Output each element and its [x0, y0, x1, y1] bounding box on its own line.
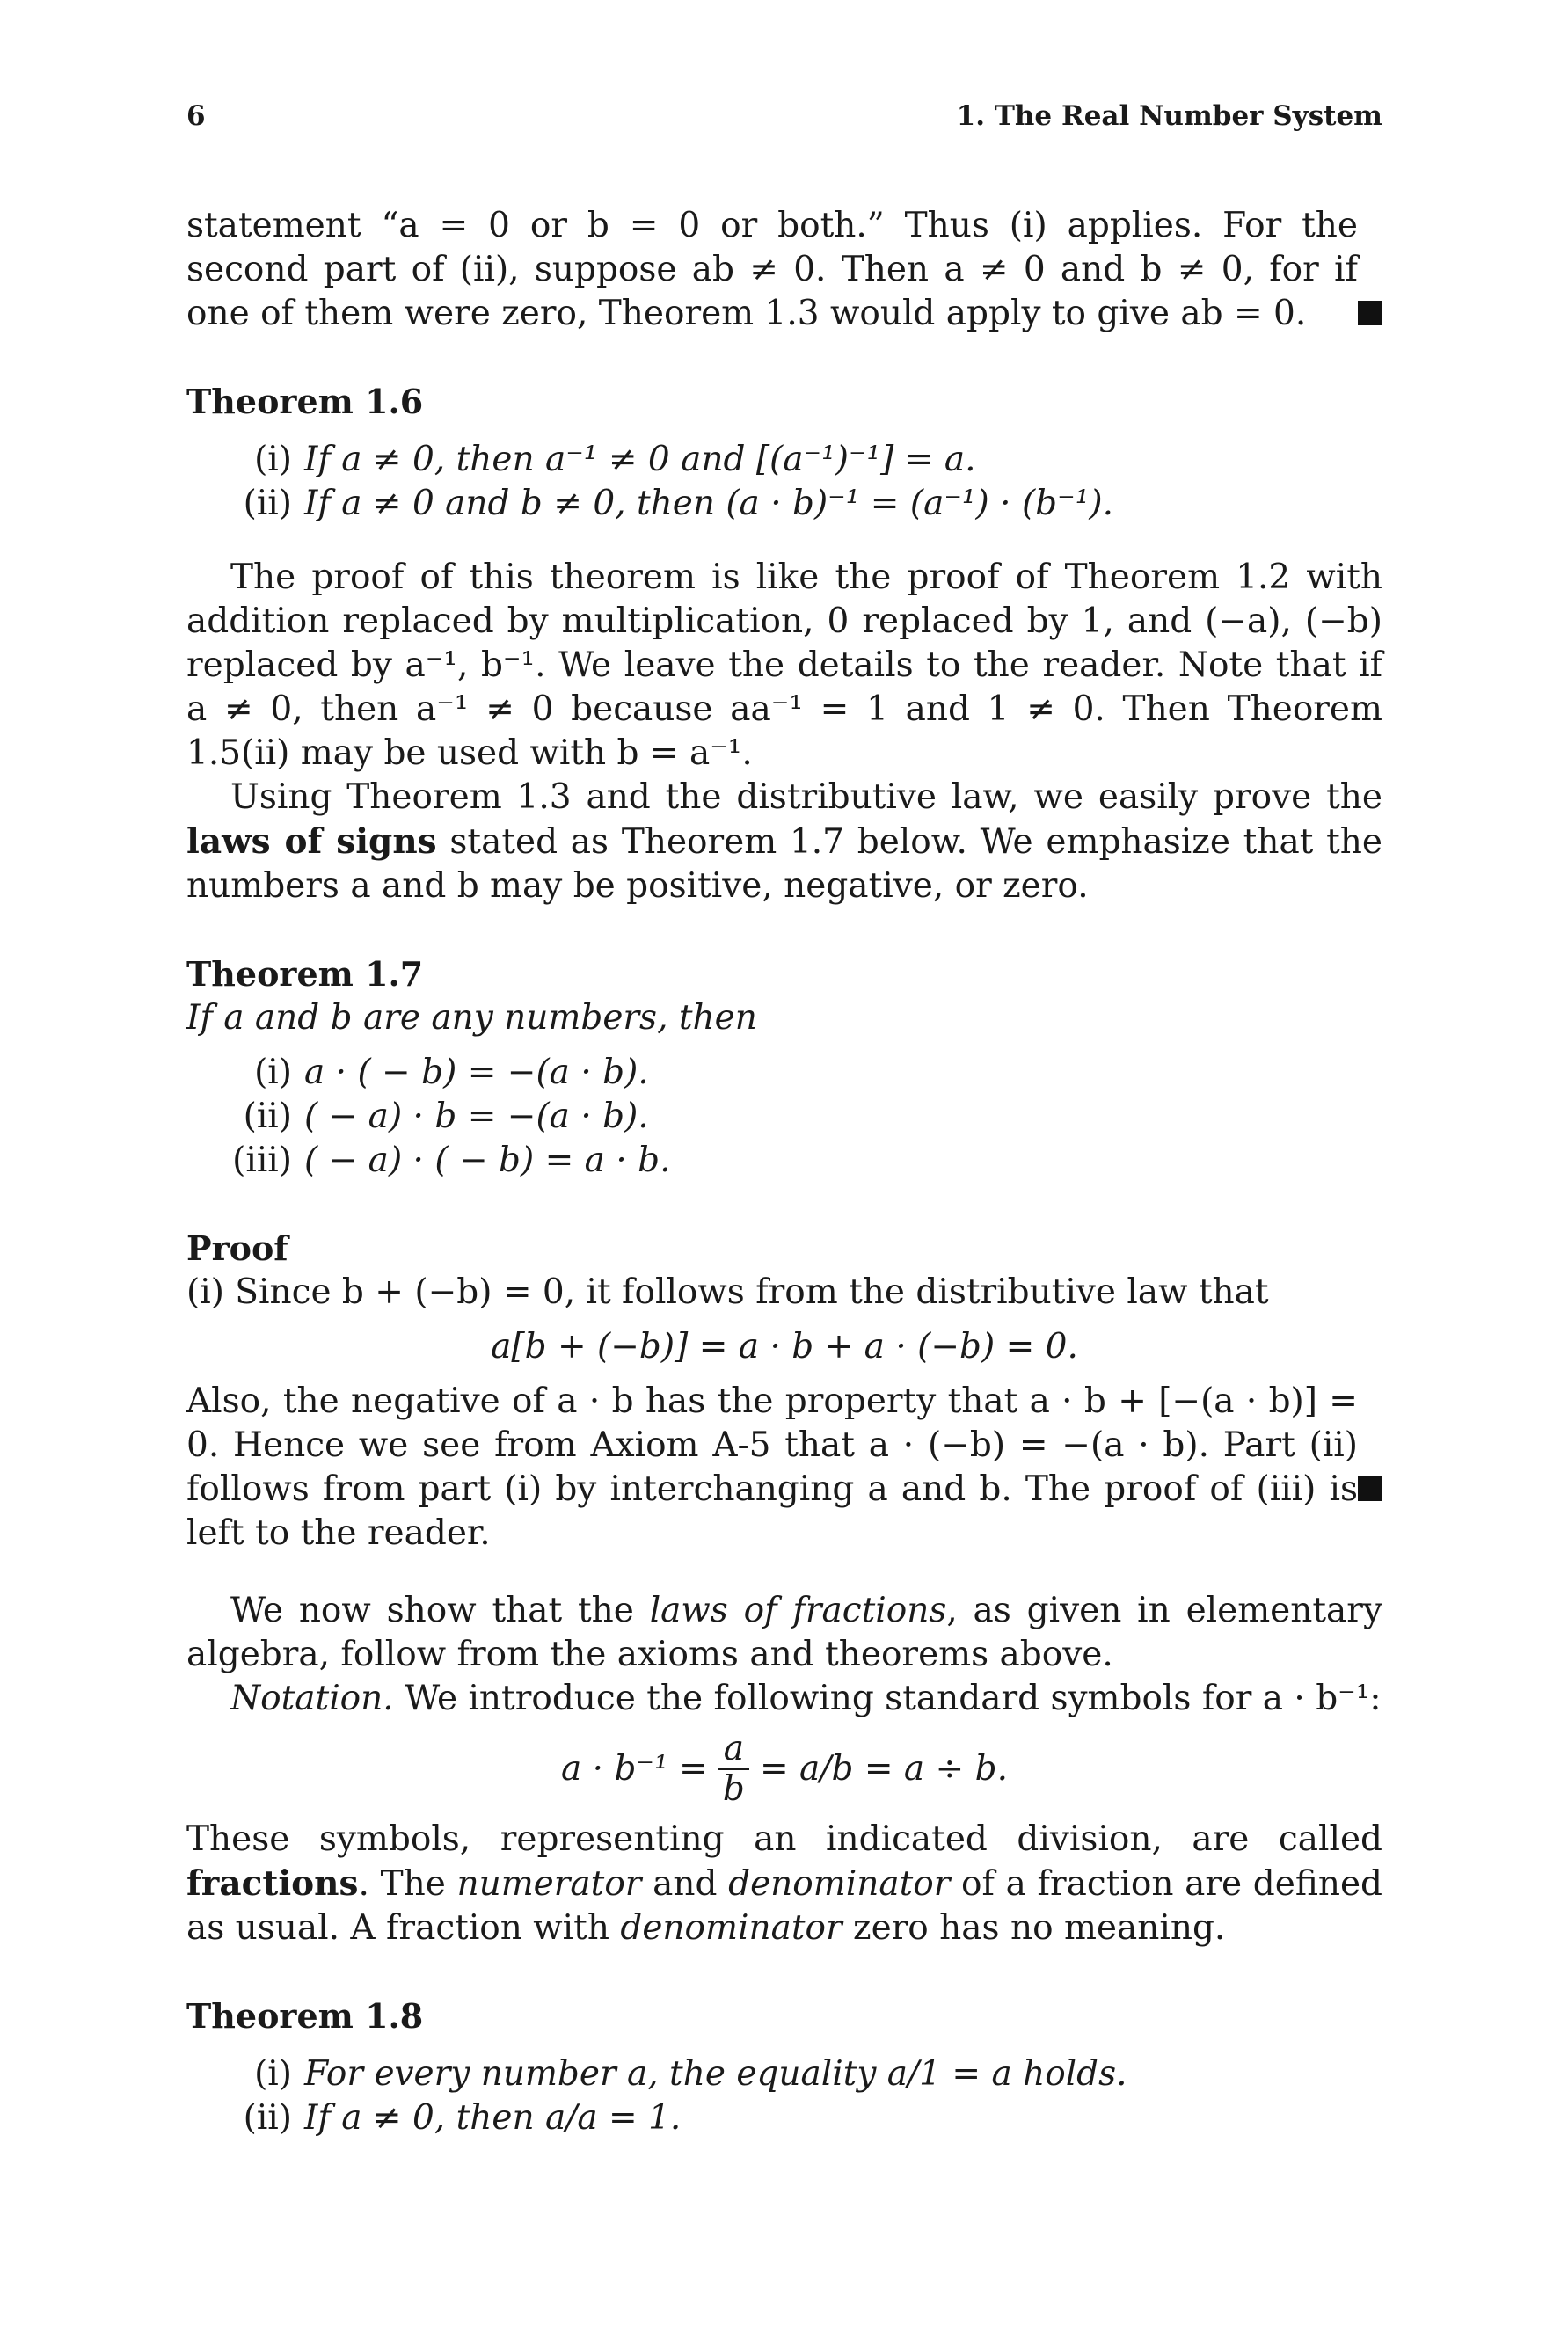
list-item: (iii) ( − a) · ( − b) = a · b. — [232, 1141, 671, 1180]
list-item: (i) If a ≠ 0, then a⁻¹ ≠ 0 and [(a⁻¹)⁻¹] = a. — [254, 440, 976, 479]
running-title: 1. The Real Number System — [956, 100, 1382, 132]
term-laws-of-fractions: laws of fractions — [649, 1591, 947, 1630]
qed-square-icon — [1358, 301, 1382, 325]
list-item: (ii) ( − a) · b = −(a · b). — [243, 1097, 649, 1136]
page-header — [186, 98, 1382, 134]
theorem-1-6-list — [186, 438, 1382, 526]
fraction: $\frac{a}{b}$ — [718, 1730, 749, 1809]
term-fractions: fractions — [186, 1863, 359, 1904]
paragraph-fractions-definition: These symbols, representing an indicated division, are called fractions. The numerator and denominator of a fraction are defined as usual. A fraction with denominator zero has no meaning. — [186, 1819, 1382, 1948]
paragraph-proof-sketch: The proof of this theorem is like the proof of Theorem 1.2 with addition replaced by multiplication, 0 replaced by 1, and (−a), (−b) replaced by a⁻¹, b⁻¹. We leave the details to the reader. Note that if a ≠ 0, then a⁻¹ ≠ 0 because aa⁻¹ = 1 and 1 ≠ 0. Then Theorem 1.5(ii) may be used with b = a⁻¹. — [186, 558, 1382, 773]
list-item: (ii) If a ≠ 0, then a/a = 1. — [243, 2098, 682, 2138]
qed-square-icon — [1358, 1476, 1382, 1501]
list-item: (i) For every number a, the equality a/1 = a holds. — [254, 2054, 1127, 2094]
notation-paragraph: Notation. We introduce the following standard symbols for a · b⁻¹: — [230, 1679, 1382, 1718]
paragraph-laws-of-fractions: We now show that the laws of fractions, as given in elementary algebra, follow from the axioms and theorems above. — [186, 1591, 1382, 1674]
theorem-1-7-statement: If a and b are any numbers, then — [186, 998, 757, 1038]
paragraph-laws-of-signs: Using Theorem 1.3 and the distributive law, we easily prove the laws of signs stated as Theorem 1.7 below. We emphasize that the numbers a and b may be positive, negative, or zero. — [186, 777, 1382, 906]
proof-title: Proof — [186, 1228, 288, 1268]
fraction-notation-display: a · b⁻¹ = $\frac{a}{b}$ = a/b = a ÷ b. — [561, 1729, 1008, 1809]
theorem-1-7-title: Theorem 1.7 — [186, 954, 424, 994]
list-item: (i) a · ( − b) = −(a · b). — [254, 1053, 649, 1092]
term-laws-of-signs: laws of signs — [186, 821, 437, 862]
paragraph-continuation: statement “a = 0 or b = 0 or both.” Thus (i) applies. For the second part of (ii), suppose ab ≠ 0. Then a ≠ 0 and b ≠ 0, for if one of them were zero, Theorem 1.3 would apply to give ab = 0. — [186, 204, 1382, 336]
theorem-1-7-list — [186, 1051, 1382, 1183]
proof-paragraph: Also, the negative of a · b has the property that a · b + [−(a · b)] = 0. Hence we see from Axiom A-5 that a · (−b) = −(a · b). Part (ii) follows from part (i) by interchanging a and b. The proof of (iii) is left to the reader. — [186, 1380, 1382, 1556]
theorem-1-8-list — [186, 2052, 1382, 2140]
book-page — [186, 98, 1382, 2140]
theorem-1-6-title: Theorem 1.6 — [186, 382, 424, 421]
theorem-1-8-title: Theorem 1.8 — [186, 1996, 424, 2036]
proof-line-1: (i) Since b + (−b) = 0, it follows from the distributive law that — [186, 1272, 1269, 1312]
page-number: 6 — [186, 100, 206, 132]
proof-display-equation: a[b + (−b)] = a · b + a · (−b) = 0. — [491, 1327, 1078, 1367]
list-item: (ii) If a ≠ 0 and b ≠ 0, then (a · b)⁻¹ = (a⁻¹) · (b⁻¹). — [243, 484, 1113, 523]
